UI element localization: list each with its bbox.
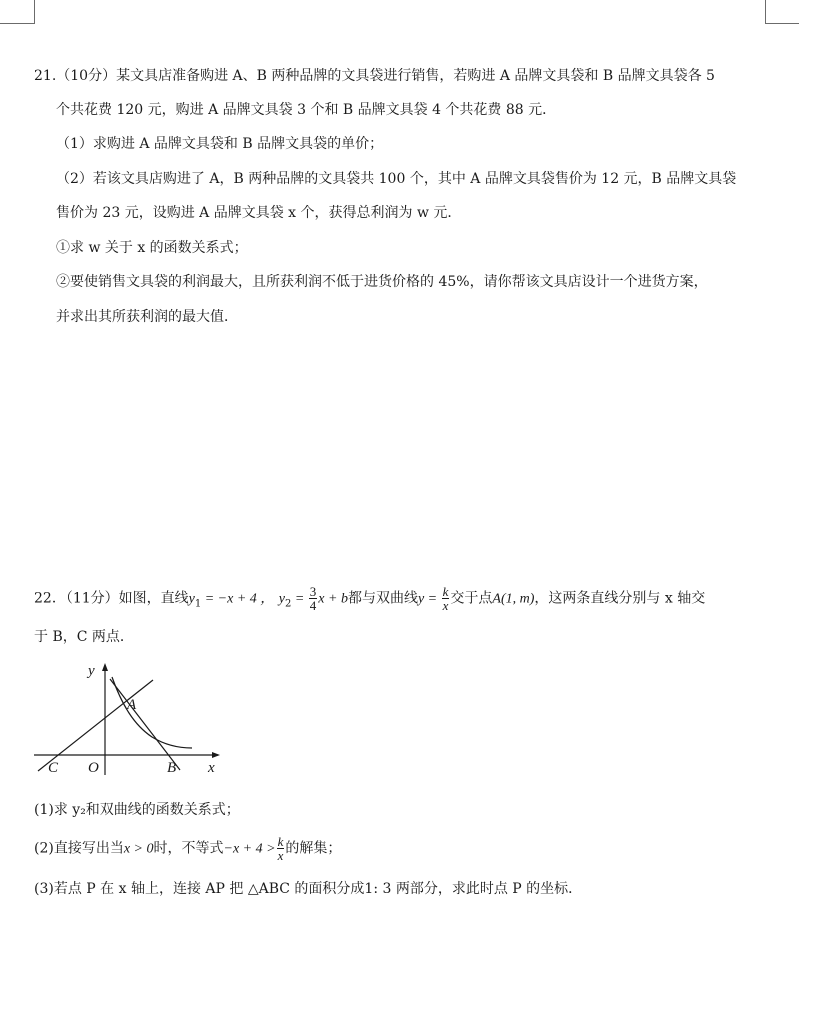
- label-x: x: [208, 760, 215, 776]
- q21-line2: 个共花费 120 元，购进 A 品牌文具袋 3 个和 B 品牌文具袋 4 个共花费 88 元．: [56, 102, 557, 118]
- q21-line1: 21.（10分）某文具店准备购进 A、B 两种品牌的文具袋进行销售，若购进 A 品牌文具袋和 B 品牌文具袋各 5: [34, 68, 715, 84]
- y-axis-arrow: [102, 663, 108, 671]
- y1-sub: 1: [194, 598, 202, 610]
- y1-rhs: = −x + 4 ，: [201, 591, 275, 607]
- q22-intro: [34, 585, 705, 617]
- label-A: A: [127, 697, 137, 713]
- function-graph: [30, 655, 230, 780]
- q22-part2-b: 时，不等式: [153, 840, 224, 857]
- q22-intro-a: 22．（11分）如图，直线: [34, 590, 189, 607]
- line-y2: [38, 680, 153, 771]
- inequality-lhs: −x + 4 >: [223, 841, 276, 857]
- crop-mark-right-horizontal: [765, 23, 799, 24]
- crop-mark-left-horizontal: [0, 23, 34, 24]
- line-y1: [110, 679, 180, 770]
- fraction-k-over-x: $\frac{k}{x}$: [442, 584, 449, 613]
- q21-sub1: ①求 w 关于 x 的函数关系式；: [56, 240, 248, 256]
- label-O: O: [88, 760, 99, 776]
- x-axis-arrow: [212, 752, 220, 758]
- q22-part1: (1)求 y₂和双曲线的函数关系式；: [34, 802, 240, 818]
- q22-part3: (3)若点 P 在 x 轴上，连接 AP 把 △ABC 的面积分成1: 3 两部分，求此时点 P 的坐标．: [34, 881, 583, 897]
- q22-intro-b: 都与双曲线: [347, 590, 418, 607]
- crop-mark-right-vertical: [765, 0, 766, 24]
- q22-part2: [34, 835, 341, 863]
- condition-x-positive: x > 0: [123, 841, 154, 857]
- q22-intro-d: ，这两条直线分别与 x 轴交: [534, 590, 706, 607]
- q21-part2-line1: （2）若该文具店购进了 A，B 两种品牌的文具袋共 100 个，其中 A 品牌文具袋售价为 12 元，B 品牌文具袋: [56, 171, 737, 187]
- q22-part2-c: 的解集；: [285, 840, 342, 857]
- q21-sub2-line1: ②要使销售文具袋的利润最大，且所获利润不低于进货价格的 45%，请你帮该文具店设计一个进货方案，: [56, 274, 708, 290]
- fraction-k-over-x-2: $\frac{k}{x}$: [277, 834, 284, 863]
- label-y: y: [88, 663, 95, 679]
- hyperbola-y: y =: [417, 591, 441, 607]
- hyperbola-curve: [112, 677, 192, 748]
- fraction-three-quarters: $\frac{3}{4}$: [309, 584, 317, 613]
- y2-eq: =: [291, 591, 308, 607]
- y2-sub: 2: [284, 598, 292, 610]
- y1-var: y: [188, 591, 195, 607]
- point-A-coords: A(1, m): [492, 591, 535, 607]
- y2-var: y: [278, 591, 285, 607]
- label-B: B: [167, 760, 177, 776]
- crop-mark-left-vertical: [34, 0, 35, 24]
- q21-sub2-line2: 并求出其所获利润的最大值．: [56, 309, 238, 325]
- y2-rhs: x + b: [318, 591, 348, 607]
- q21-part2-line2: 售价为 23 元，设购进 A 品牌文具袋 x 个，获得总利润为 w 元．: [56, 205, 462, 221]
- label-C: C: [48, 760, 59, 776]
- q21-part1: （1）求购进 A 品牌文具袋和 B 品牌文具袋的单价；: [56, 136, 384, 152]
- q22-line2: 于 B，C 两点．: [34, 629, 134, 645]
- q22-intro-c: 交于点: [450, 590, 493, 607]
- q22-part2-a: (2)直接写出当: [34, 840, 124, 857]
